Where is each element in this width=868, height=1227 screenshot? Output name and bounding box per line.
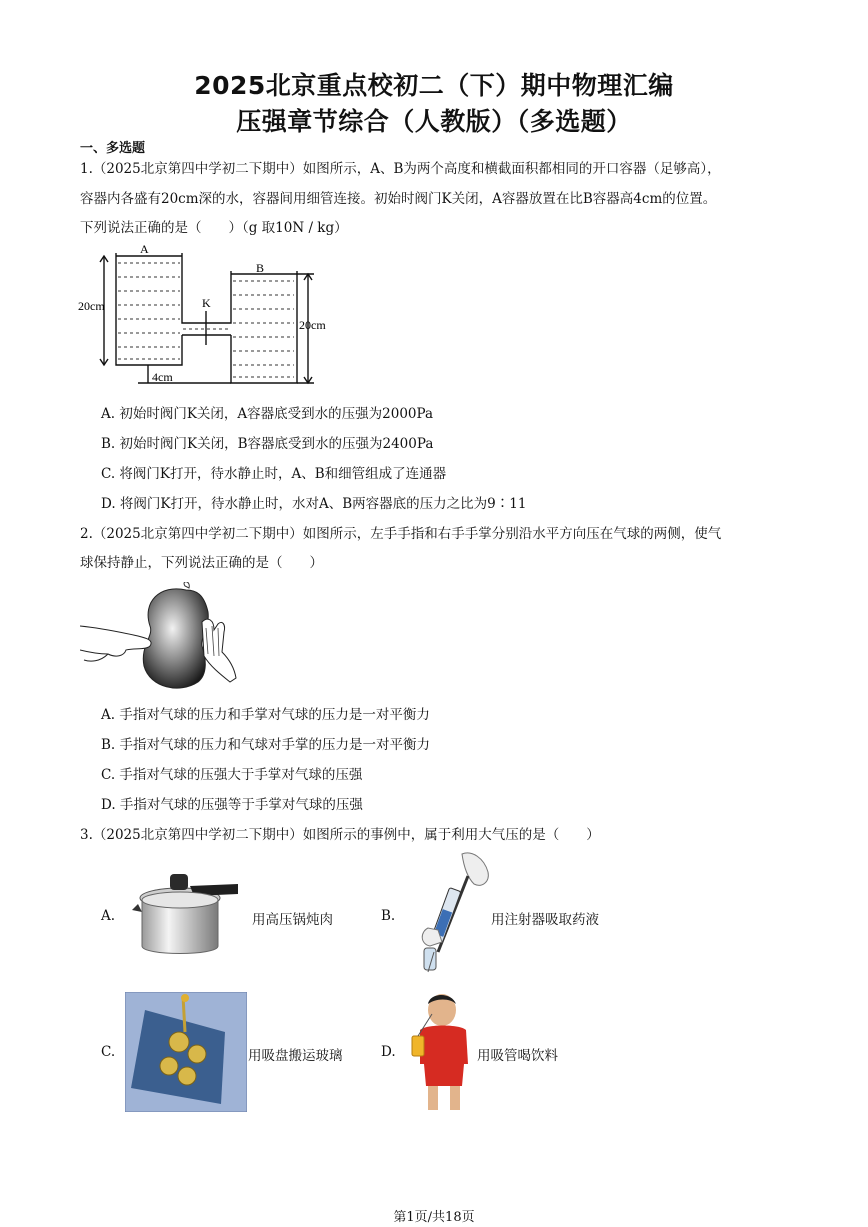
q3-option-b-caption: 用注射器吸取药液 [491,912,599,928]
document-title-line2: 压强章节综合（人教版）（多选题） [236,107,632,136]
q3-option-a-caption: 用高压锅炖肉 [252,912,333,928]
q1-option-b: B. 初始时阀门K关闭，B容器底受到水的压强为2400Pa [101,436,434,452]
dim-b: 20cm [299,318,326,332]
q3-option-b-letter: B. [381,908,396,924]
q1-stem-line2: 容器内各盛有20cm深的水，容器间用细管连接。初始时阀门K关闭，A容器放置在比B容器高4cm的位置。 [80,191,717,207]
q3-stem-line1: 3.（2025北京第四中学初二下期中）如图所示的事例中，属于利用大气压的是（ ） [80,827,600,843]
label-a: A [140,243,149,256]
page-footer: 第1页/共18页 [393,1210,475,1225]
q1-option-a: A. 初始时阀门K关闭，A容器底受到水的压强为2000Pa [101,406,434,422]
document-title-line1: 2025北京重点校初二（下）期中物理汇编 [194,71,674,100]
dim-offset: 4cm [152,370,173,384]
q1-stem-line1: 1.（2025北京第四中学初二下期中）如图所示，A、B为两个高度和横截面积都相同的开口容器（足够高）， [80,161,721,177]
q2-stem-line1: 2.（2025北京第四中学初二下期中）如图所示，左手手指和右手手掌分别沿水平方向压在气球的两侧，使气 [80,526,722,542]
q3-option-a-letter: A. [101,908,116,924]
q2-option-d: D. 手指对气球的压强等于手掌对气球的压强 [101,797,363,813]
q3-option-d-caption: 用吸管喝饮料 [477,1048,558,1064]
q3-option-d-letter: D. [381,1044,396,1060]
q1-option-d: D. 将阀门K打开，待水静止时，水对A、B两容器底的压力之比为9∶11 [101,496,527,512]
q3-option-c-caption: 用吸盘搬运玻璃 [248,1048,343,1064]
syringe-image [408,848,492,980]
q2-option-a: A. 手指对气球的压力和手掌对气球的压力是一对平衡力 [101,707,430,723]
pressure-cooker-image [130,868,242,960]
label-k: K [202,296,211,310]
balloon-hands-illustration [80,582,240,694]
q2-stem-line2: 球保持静止，下列说法正确的是（ ） [80,555,323,571]
child-drinking-straw-image [406,990,476,1112]
section-heading: 一、多选题 [80,141,146,156]
connected-containers-diagram [78,243,348,393]
dim-a: 20cm [78,299,105,313]
q3-option-c-letter: C. [101,1044,116,1060]
label-b: B [256,261,265,275]
q1-stem-line3: 下列说法正确的是（ ）（g 取10N / kg） [80,220,348,236]
q1-option-c: C. 将阀门K打开，待水静止时，A、B和细管组成了连通器 [101,466,447,482]
q2-option-c: C. 手指对气球的压强大于手掌对气球的压强 [101,767,363,783]
suction-cup-glass-image [125,992,247,1112]
q2-option-b: B. 手指对气球的压力和气球对手掌的压力是一对平衡力 [101,737,431,753]
